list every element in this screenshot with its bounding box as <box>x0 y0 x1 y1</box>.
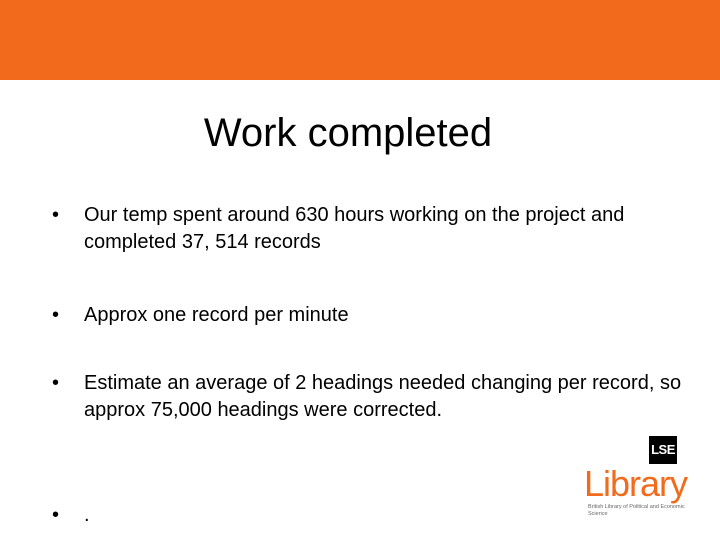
library-logo-subtitle: British Library of Political and Economic Science <box>588 504 685 517</box>
bullet-item <box>52 302 692 329</box>
bullet-marker: • <box>52 304 60 326</box>
bullet-text: Estimate an average of 2 headings needed changing per record, so approx 75,000 headings were corrected. <box>84 372 682 421</box>
bullet-item <box>52 370 692 424</box>
lse-logo-badge: LSE <box>649 436 677 464</box>
bullet-item <box>52 202 692 256</box>
bullet-marker: • <box>52 504 60 526</box>
bullet-text: Approx one record per minute <box>84 304 349 326</box>
library-logo-word: Library <box>584 463 688 504</box>
bullet-marker: • <box>52 372 60 394</box>
bullet-marker: • <box>52 204 60 226</box>
bullet-text: Our temp spent around 630 hours working on the project and completed 37, 514 records <box>84 204 625 253</box>
slide-title: Work completed <box>203 111 493 155</box>
bullet-text: . <box>84 504 90 526</box>
header-band <box>0 0 720 80</box>
